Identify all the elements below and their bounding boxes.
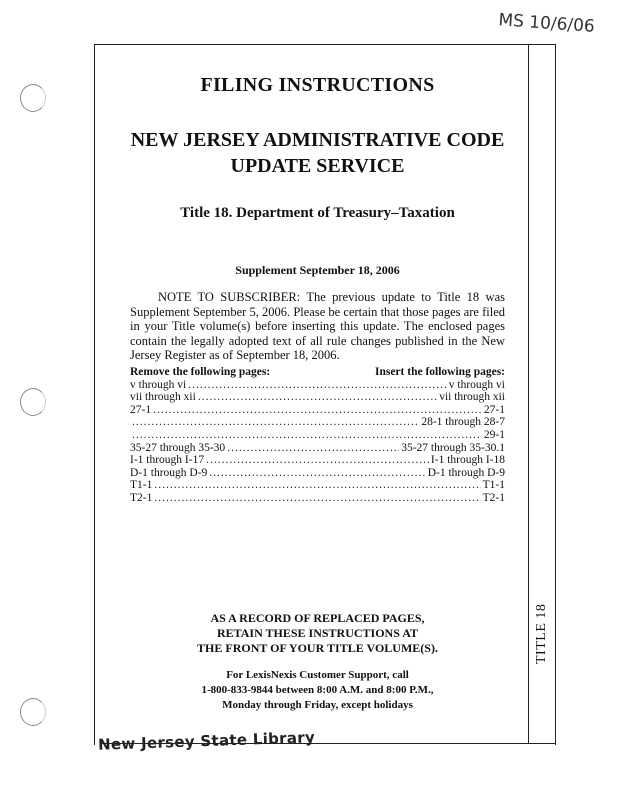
support-info-line: Monday through Friday, except holidays: [222, 699, 413, 711]
table-header: [130, 366, 505, 379]
insert-cell: D-1 through D-9: [427, 466, 505, 479]
binder-hole: [20, 388, 46, 416]
remove-cell: vii through xii: [130, 391, 196, 404]
leader-dots: [154, 492, 480, 505]
remove-cell: 27-1: [130, 403, 152, 416]
table-row: [130, 492, 505, 505]
record-notice-line: RETAIN THESE INSTRUCTIONS AT: [216, 626, 419, 640]
insert-cell: 28-1 through 28-7: [421, 416, 505, 429]
insert-cell: 27-1: [483, 403, 505, 416]
remove-cell: T2-1: [130, 491, 153, 504]
insert-cell: T2-1: [482, 491, 505, 504]
record-notice-line: THE FRONT OF YOUR TITLE VOLUME(S).: [197, 641, 438, 655]
leader-dots: [188, 379, 447, 392]
record-notice-line: AS A RECORD OF REPLACED PAGES,: [210, 611, 425, 625]
leader-dots: [132, 416, 419, 429]
insert-cell: vii through xii: [439, 391, 505, 404]
binder-hole: [20, 698, 46, 726]
title-subtitle: Title 18. Department of Treasury–Taxation: [180, 205, 455, 221]
title-tab-label: TITLE 18: [534, 603, 549, 664]
table-row: [130, 442, 505, 455]
remove-cell: 35-27 through 35-30: [130, 441, 226, 454]
table-row: [130, 479, 505, 492]
insert-header: Insert the following pages:: [374, 366, 505, 378]
binder-hole: [20, 84, 46, 112]
support-info-line: 1-800-833-9844 between 8:00 A.M. and 8:00 P.M.,: [201, 684, 434, 696]
table-row: [130, 379, 505, 392]
insert-cell: 35-27 through 35-30.1: [401, 441, 505, 454]
remove-cell: v through vi: [130, 378, 187, 391]
leader-dots: [227, 442, 399, 455]
insert-cell: 29-1: [483, 428, 505, 441]
record-notice: [110, 611, 525, 656]
code-heading-line: UPDATE SERVICE: [230, 155, 405, 177]
leader-dots: [198, 391, 437, 404]
table-row: [130, 416, 505, 429]
remove-cell: I-1 through I-17: [130, 454, 205, 467]
insert-cell: I-1 through I-18: [430, 454, 505, 467]
leader-dots: [132, 429, 482, 442]
library-stamp: New Jersey State Library: [97, 728, 316, 754]
table-row: [130, 391, 505, 404]
page-title: FILING INSTRUCTIONS: [200, 74, 435, 96]
remove-cell: T1-1: [130, 479, 153, 492]
leader-dots: [154, 479, 480, 492]
remove-header: Remove the following pages:: [130, 366, 271, 378]
page-replacement-table: [130, 366, 505, 505]
support-info: [110, 668, 525, 713]
insert-cell: v through vi: [448, 378, 505, 391]
table-row: [130, 454, 505, 467]
leader-dots: [153, 404, 482, 417]
table-row: [130, 429, 505, 442]
leader-dots: [209, 467, 425, 480]
code-heading: [110, 127, 525, 179]
remove-cell: D-1 through D-9: [130, 466, 208, 479]
support-info-line: For LexisNexis Customer Support, call: [226, 669, 409, 681]
leader-dots: [206, 454, 429, 467]
table-row: [130, 404, 505, 417]
subscriber-note: NOTE TO SUBSCRIBER: The previous update to Title 18 was Supplement September 5, 2006. Please be certain that those pages are filed in your Title volume(s) before inserting this update. The enclosed pages contain the legally adopted text of all rule changes published in the New Jersey Register as of September 18, 2006.: [130, 290, 505, 362]
tab-divider: [528, 44, 529, 744]
supplement-date: Supplement September 18, 2006: [235, 263, 400, 277]
handwritten-note: MS 10/6/06: [497, 10, 596, 37]
table-row: [130, 467, 505, 480]
code-heading-line: NEW JERSEY ADMINISTRATIVE CODE: [130, 129, 505, 151]
insert-cell: T1-1: [482, 479, 505, 492]
